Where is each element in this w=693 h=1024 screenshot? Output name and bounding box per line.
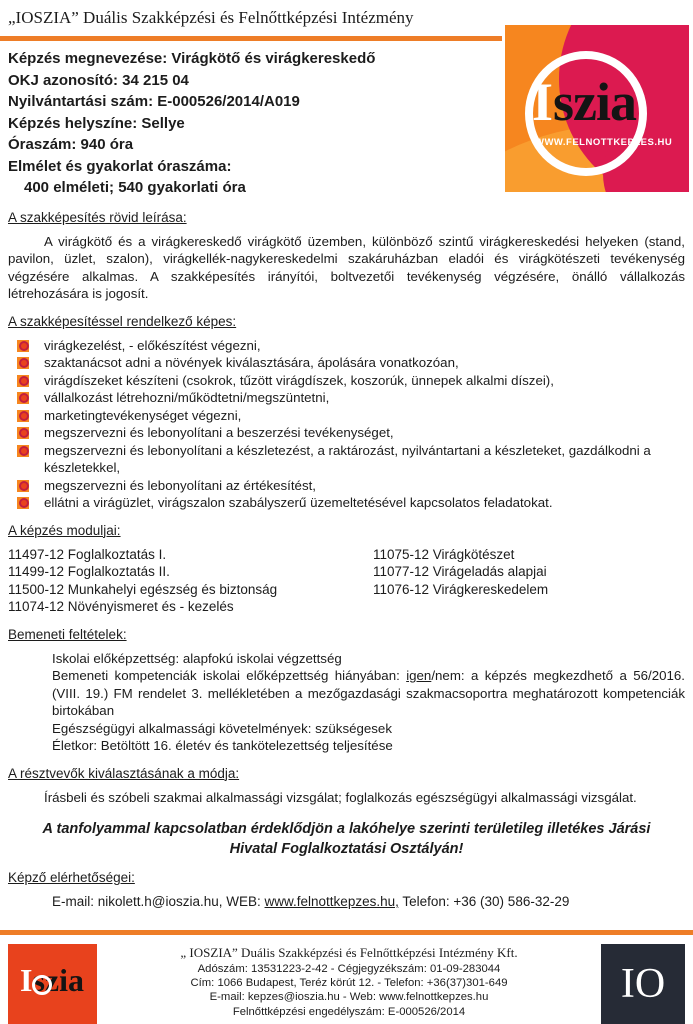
ioszia-bullet-icon	[17, 375, 29, 387]
course-name: Képzés megnevezése: Virágkötő és virágkereskedő	[8, 50, 376, 67]
logo-wordmark	[532, 72, 637, 132]
list-item: megszervezni és lebonyolítani az értékesítést,	[0, 477, 685, 495]
notice-text: A tanfolyammal kapcsolatban érdeklődjön a lakóhelye szerinti területileg illetékes Járási Hivatal Foglalkoztatási Osztályán!	[42, 821, 651, 857]
contact-line: E-mail: nikolett.h@ioszia.hu, WEB: www.felnottkepzes.hu, Telefon: +36 (30) 586-32-29	[52, 894, 570, 909]
ioszia-bullet-icon	[17, 410, 29, 422]
list-item: megszervezni és lebonyolítani a beszerzési tevékenységet,	[0, 424, 685, 442]
modules-column-right	[373, 546, 685, 616]
course-info-block	[8, 48, 498, 199]
selection-paragraph: Írásbeli és szóbeli szakmai alkalmassági vizsgálat; foglalkozás egészségügyi alkalmassági vizsgálat.	[44, 789, 637, 805]
section-heading-contact: Képző elérhetőségei:	[8, 870, 135, 885]
entry-health: Egészségügyi alkalmassági követelmények: szükségesek	[52, 720, 392, 736]
modules-column-left	[8, 546, 373, 616]
footer-company-info	[97, 944, 601, 1019]
module-item: 11499-12 Foglalkoztatás II.	[8, 564, 170, 579]
ioszia-bullet-icon	[17, 445, 29, 457]
logo-url-text: WWW.FELNOTTKEPZES.HU	[535, 137, 673, 148]
module-item: 11500-12 Munkahelyi egészség és biztonság	[8, 581, 278, 597]
course-location: Képzés helyszíne: Sellye	[8, 114, 185, 132]
ioszia-bullet-icon	[17, 392, 29, 404]
course-registry-number: Nyilvántartási szám: E-000526/2014/A019	[8, 93, 300, 110]
underlined-igen: igen	[406, 668, 432, 683]
ioszia-bullet-icon	[17, 427, 29, 439]
ioszia-bullet-icon	[17, 340, 29, 352]
entry-age: Életkor: Betöltött 16. életév és tankötelezettség teljesítése	[52, 738, 393, 753]
footer-email-web-line: E-mail: kepzes@ioszia.hu - Web: www.felnottkepzes.hu	[209, 991, 489, 1004]
footer-row	[0, 935, 693, 1024]
list-item: marketingtevékenységet végezni,	[0, 407, 685, 425]
module-item: 11077-12 Virágeladás alapjai	[373, 564, 547, 579]
footer-address-line: Cím: 1066 Budapest, Teréz körút 12. - Telefon: +36(37)301-649	[190, 977, 508, 990]
logo-letter-i: I	[532, 72, 554, 132]
skills-list	[0, 337, 693, 512]
ioszia-logo	[505, 25, 689, 192]
footer-tax-line: Adószám: 13531223-2-42 - Cégjegyzékszám: 01-09-283044	[197, 963, 501, 975]
org-title: „IOSZIA” Duális Szakképzési és Felnőttképzési Intézmény	[8, 8, 414, 27]
footer-license-line: Felnőttképzési engedélyszám: E-000526/2014	[232, 1005, 466, 1018]
list-item: megszervezni és lebonyolítani a készletezést, a raktározást, nyilvántartani a készleteket, gazdálkodni a készletekkel,	[0, 442, 685, 477]
section-heading-skills: A szakképesítéssel rendelkező képes:	[8, 313, 237, 329]
list-item: szaktanácsot adni a növények kiválasztására, ápolására vonatkozóan,	[0, 354, 685, 372]
ioszia-footer-logo	[8, 944, 97, 1024]
footer-logo-wordmark: Iszia	[20, 962, 84, 998]
entry-schooling: Iskolai előképzettség: alapfokú iskolai végzettség	[52, 650, 342, 666]
ioszia-bullet-icon	[17, 480, 29, 492]
course-hours-split-value: 400 elméleti; 540 gyakorlati óra	[24, 179, 246, 196]
entry-requirements-block	[52, 650, 685, 755]
module-item: 11075-12 Virágkötészet	[373, 546, 515, 562]
module-item: 11497-12 Foglalkoztatás I.	[8, 546, 167, 562]
felnottkepzes-link[interactable]: www.felnottkepzes.hu,	[264, 894, 399, 909]
module-item: 11074-12 Növényismeret és - kezelés	[8, 599, 234, 614]
course-hours: Óraszám: 940 óra	[8, 136, 134, 153]
entry-competence: Bemeneti kompetenciák iskolai előképzettség hiányában: igen/nem: a képzés megkezdhető a 56/2016. (VIII. 19.) FM rendelet 3. mellékletében a mezőgazdasági szakmacsoportra meghatározott kompetenciák birtokában	[52, 668, 685, 718]
io-footer-logo	[601, 944, 685, 1024]
io-footer-logo-text: IO	[620, 961, 666, 1007]
list-item: ellátni a virágüzlet, virágszalon szabályszerű üzemeltetésével kapcsolatos feladatokat.	[0, 494, 685, 512]
footer	[0, 930, 693, 1024]
list-item: virágdíszeket készíteni (csokrok, tűzött virágdíszek, koszorúk, ünnepek alkalmi díszei),	[0, 372, 685, 390]
header-divider	[0, 36, 502, 41]
section-heading-modules: A képzés moduljai:	[8, 522, 121, 538]
ioszia-bullet-icon	[17, 357, 29, 369]
footer-company-name: „ IOSZIA” Duális Szakképzési és Felnőttképzési Intézmény Kft.	[180, 945, 518, 960]
course-hours-split-label: Elmélet és gyakorlat óraszáma:	[8, 157, 232, 175]
ioszia-bullet-icon	[17, 497, 29, 509]
section-heading-entry: Bemeneti feltételek:	[8, 626, 127, 642]
module-item: 11076-12 Virágkereskedelem	[373, 581, 549, 597]
course-okj-id: OKJ azonosító: 34 215 04	[8, 71, 189, 89]
modules-table	[8, 546, 685, 616]
list-item: virágkezelést, - előkészítést végezni,	[0, 337, 685, 355]
section-heading-selection: A résztvevők kiválasztásának a módja:	[8, 765, 240, 781]
footer-logo-ring-icon	[32, 975, 52, 995]
section-heading-description: A szakképesítés rövid leírása:	[8, 209, 187, 225]
logo-letters-szia: szia	[553, 72, 637, 132]
list-item: vállalkozást létrehozni/működtetni/megszüntetni,	[0, 389, 685, 407]
description-paragraph: A virágkötő és a virágkereskedő virágkötő üzemben, különböző szintű virágkereskedési helyeken (stand, pavilon, üzlet, szalon), virágkellék-nagykereskedelmi szakáruházban eladói és virágkötészeti tevékenység végzésére alkalmas. A szakképesítés irányítói, boltvezetői tevékenység végzésére, önálló vállalkozás létrehozására is jogosít.	[8, 233, 685, 301]
